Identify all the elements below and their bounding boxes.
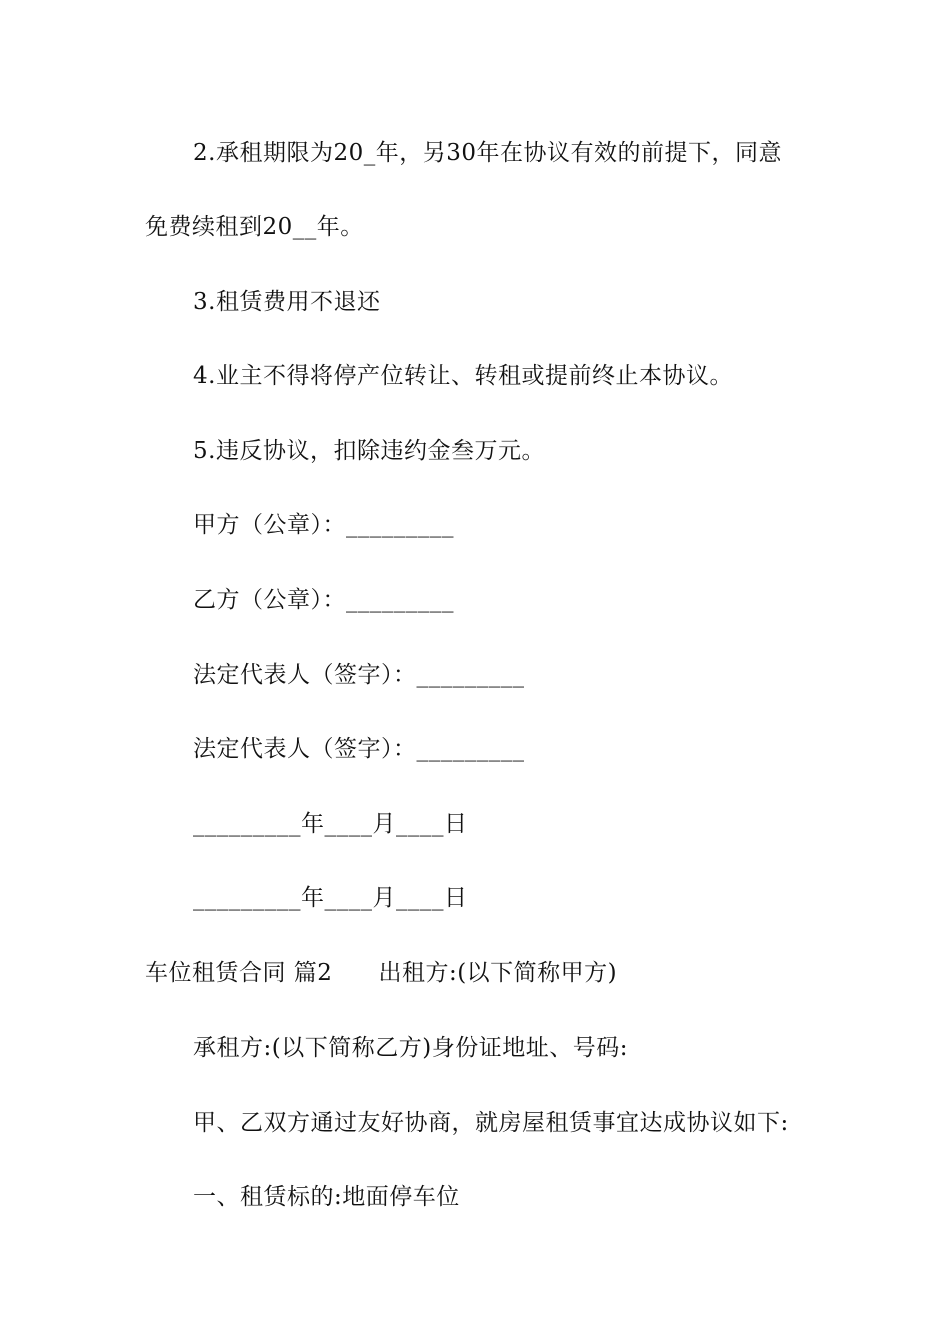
- clause-2-term: 2.承租期限为20_年，另30年在协议有效的前提下，同意: [193, 140, 782, 166]
- clause-2-renewal: 免费续租到20__年。: [145, 214, 364, 240]
- lessee-line: 承租方:(以下简称乙方)身份证地址、号码:: [193, 1035, 628, 1061]
- section-heading-row: [145, 958, 617, 988]
- lease-subject: 一、租赁标的:地面停车位: [193, 1184, 460, 1210]
- party-b-seal: 乙方（公章）：_________: [193, 587, 454, 613]
- party-a-seal: 甲方（公章）：_________: [193, 512, 454, 538]
- legal-rep-signature-2: 法定代表人（签字）：_________: [193, 736, 525, 762]
- clause-3-no-refund: 3.租赁费用不退还: [193, 289, 381, 315]
- section-heading: 车位租赁合同 篇2: [145, 960, 333, 986]
- date-line-1: _________年____月____日: [193, 811, 468, 837]
- legal-rep-signature-1: 法定代表人（签字）：_________: [193, 662, 525, 688]
- lessor-line: 出租方:(以下简称甲方): [378, 960, 618, 986]
- agreement-intro: 甲、乙双方通过友好协商，就房屋租赁事宜达成协议如下:: [193, 1110, 789, 1136]
- date-line-2: _________年____月____日: [193, 885, 468, 911]
- clause-4-no-transfer: 4.业主不得将停产位转让、转租或提前终止本协议。: [193, 363, 733, 389]
- clause-5-penalty: 5.违反协议，扣除违约金叁万元。: [193, 438, 545, 464]
